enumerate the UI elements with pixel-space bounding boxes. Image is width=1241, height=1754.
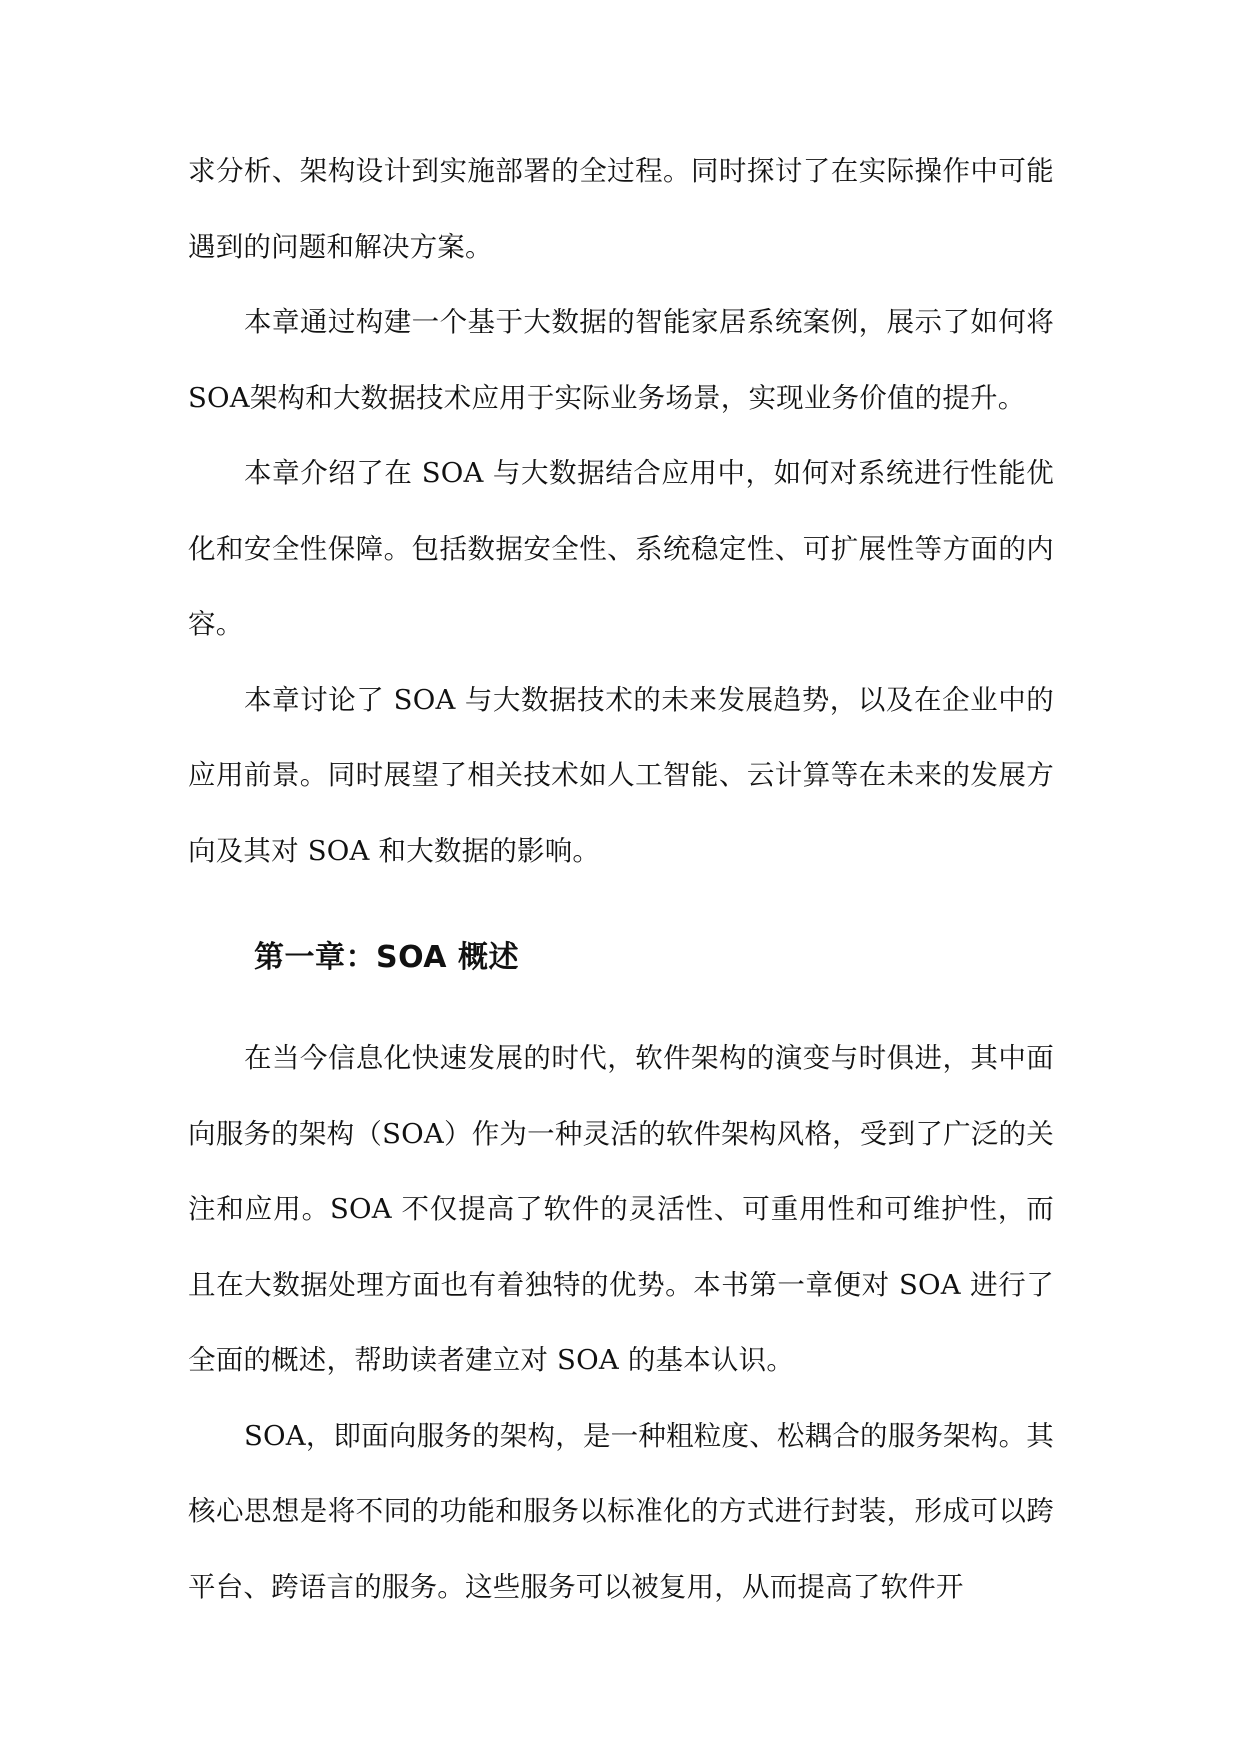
paragraph-performance-security: 本章介绍了在 SOA 与大数据结合应用中，如何对系统进行性能优化和安全性保障。包括数据安全性、系统稳定性、可扩展性等方面的内容。 <box>188 457 1054 640</box>
intro-text-block <box>188 134 1054 889</box>
paragraph-future-trends: 本章讨论了 SOA 与大数据技术的未来发展趋势，以及在企业中的应用前景。同时展望了相关技术如人工智能、云计算等在未来的发展方向及其对 SOA 和大数据的影响。 <box>188 683 1054 867</box>
paragraph-smart-home-case: 本章通过构建一个基于大数据的智能家居系统案例，展示了如何将SOA架构和大数据技术应用于实际业务场景，实现业务价值的提升。 <box>188 306 1054 414</box>
paragraph-continuation: 求分析、架构设计到实施部署的全过程。同时探讨了在实际操作中可能遇到的问题和解决方案。 <box>188 155 1054 263</box>
chapter-text-block <box>188 1021 1054 1625</box>
paragraph-soa-intro: 在当今信息化快速发展的时代，软件架构的演变与时俱进，其中面向服务的架构（SOA）作为一种灵活的软件架构风格，受到了广泛的关注和应用。SOA 不仅提高了软件的灵活性、可重用性和可维护性，而且在大数据处理方面也有着独特的优势。本书第一章便对 SOA 进行了全面的概述，帮助读者建立对 SOA 的基本认识。 <box>188 1042 1054 1376</box>
paragraph-soa-definition: SOA，即面向服务的架构，是一种粗粒度、松耦合的服务架构。其核心思想是将不同的功能和服务以标准化的方式进行封装，形成可以跨平台、跨语言的服务。这些服务可以被复用，从而提高了软件开 <box>188 1419 1054 1603</box>
chapter-heading: 第一章：SOA 概述 <box>254 940 519 975</box>
